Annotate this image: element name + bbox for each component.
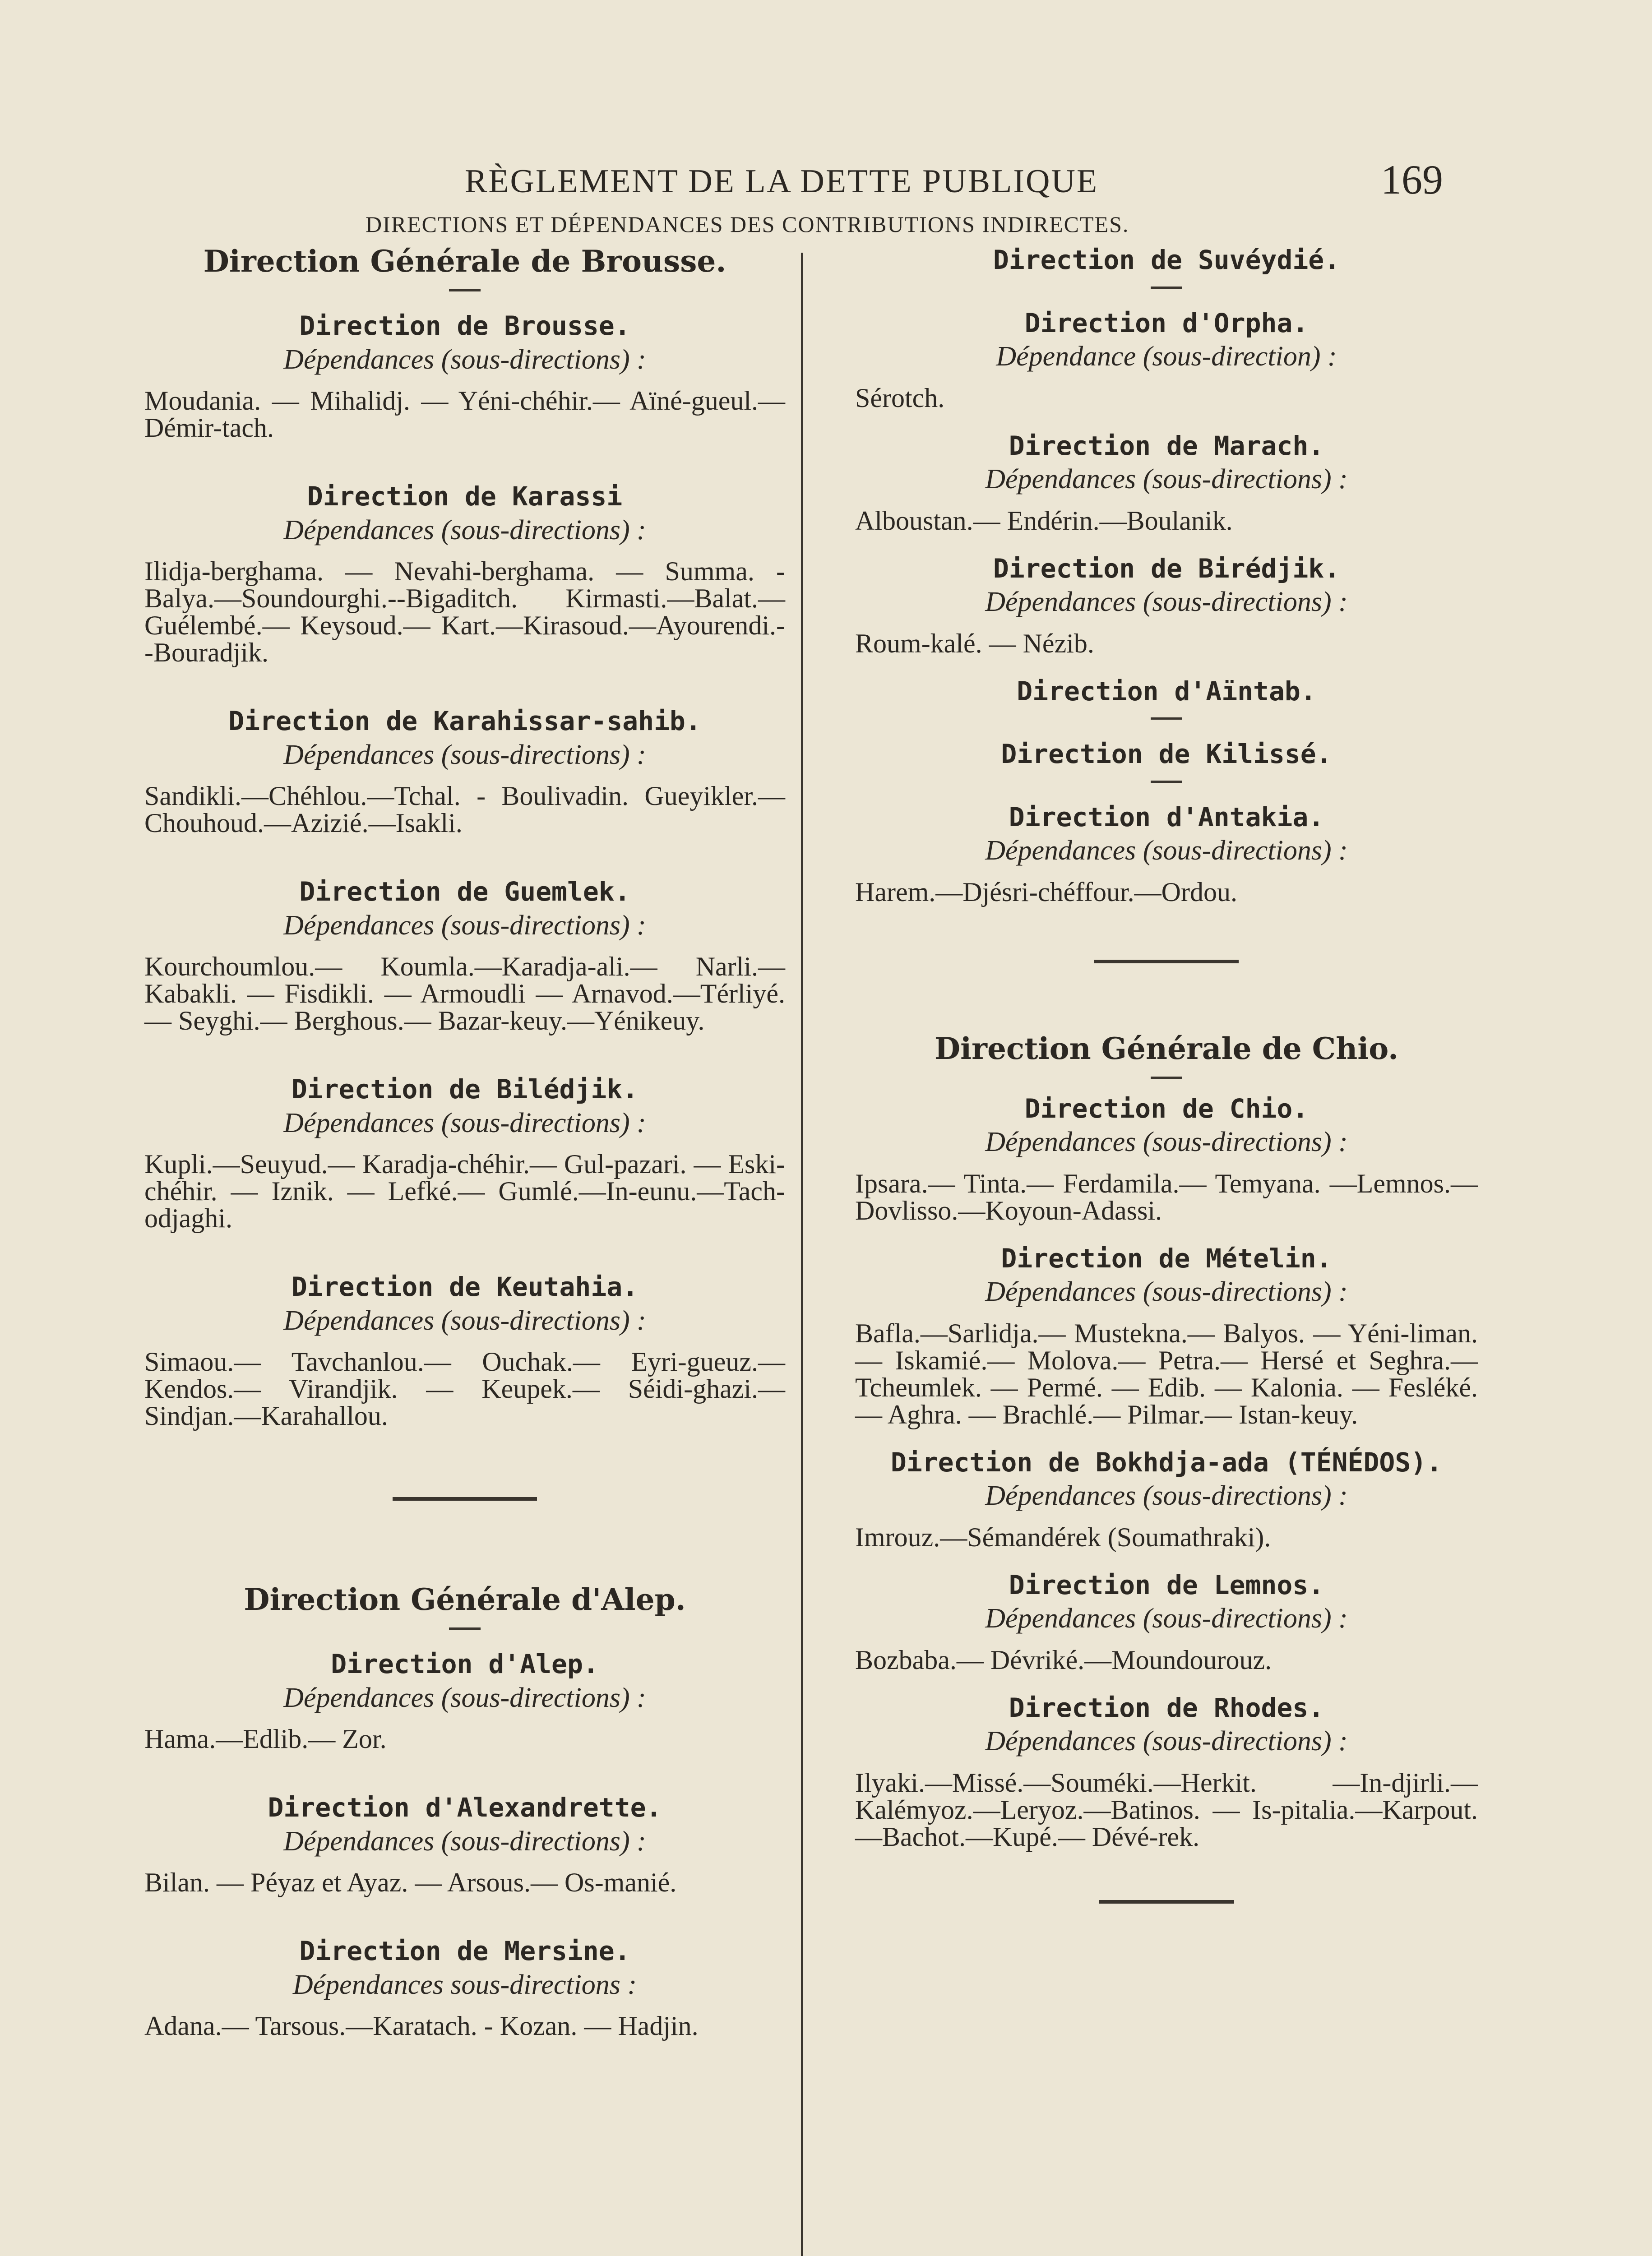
towns-list: Ilyaki.—Missé.—Souméki.—Herkit. —In-djirli.—Kalémyoz.—Leryoz.—Batinos. — Is-pitalia.—Karpout.—Bachot.—Kupé.— Dévé-rek. — [855, 1767, 1478, 1852]
towns-list: Ilidja-berghama. — Nevahi-berghama. — Summa. - Balya.—Soundourghi.--Bigaditch. Kirmasti.—Balat.—Guélembé.— Keysoud.— Kart.—Kirasoud.—Ayourendi.--Bouradjik. — [144, 556, 785, 668]
column-divider — [801, 253, 803, 2256]
dependances-label: Dépendances (sous-directions) : — [283, 910, 646, 941]
direction-rhodes: Direction de Rhodes. — [1009, 1692, 1324, 1723]
dependances-label: Dépendances (sous-directions) : — [985, 587, 1348, 617]
section-separator — [1094, 960, 1239, 963]
direction-aintab: Direction d'Aïntab. — [1017, 675, 1316, 707]
direction-chio: Direction de Chio. — [1024, 1093, 1309, 1124]
direction-orpha: Direction d'Orpha. — [1024, 307, 1309, 338]
dependances-label: Dépendances (sous-directions) : — [283, 739, 646, 770]
towns-list: Roum-kalé. — Nézib. — [855, 628, 1094, 658]
dash-separator — [449, 1627, 481, 1630]
towns-list: Kourchoumlou.— Koumla.—Karadja-ali.— Narli.— Kabakli. — Fisdikli. — Armoudli — Arnavod.—Térliyé.— Seyghi.— Berghous.— Bazar-keuy.—Yénikeuy. — [144, 952, 785, 1036]
direction-suveydie: Direction de Suvéydié. — [993, 245, 1340, 275]
dependances-label: Dépendances (sous-directions) : — [985, 835, 1348, 866]
section-title-brousse: Direction Générale de Brousse. — [203, 244, 727, 279]
dash-separator — [1151, 781, 1182, 783]
dependances-label: Dépendances (sous-directions) : — [985, 1480, 1348, 1512]
direction-kilisse: Direction de Kilissé. — [1001, 739, 1332, 769]
towns-list: Imrouz.—Sémandérek (Soumathraki). — [855, 1522, 1271, 1552]
direction-keutahia: Direction de Keutahia. — [291, 1271, 639, 1303]
dependances-label: Dépendances (sous-directions) : — [283, 1682, 646, 1713]
dependances-label: Dépendances (sous-directions) : — [985, 1726, 1348, 1757]
direction-karahissar: Direction de Karahissar-sahib. — [228, 706, 701, 737]
dash-separator — [449, 289, 481, 291]
dependances-label: Dépendances (sous-directions) : — [283, 1826, 646, 1857]
right-column — [855, 244, 1478, 1904]
towns-list: Bafla.—Sarlidja.— Mustekna.— Balyos. — Yéni-liman.— Iskamié.— Molova.— Petra.— Hersé et Seghra.—Tcheumlek. — Permé. — Edib. — Kalonia. — Fesléké.— Aghra. — Brachlé.— Pilmar.— Istan-keuy. — [855, 1318, 1478, 1429]
page-subtitle: DIRECTIONS ET DÉPENDANCES DES CONTRIBUTIONS INDIRECTES. — [366, 212, 1129, 237]
towns-list: Hama.—Edlib.— Zor. — [144, 1724, 387, 1754]
direction-alep: Direction d'Alep. — [331, 1649, 599, 1680]
left-column — [144, 244, 785, 2039]
direction-biredjik: Direction de Birédjik. — [993, 553, 1340, 584]
direction-mersine: Direction de Mersine. — [299, 1936, 630, 1967]
running-title: RÈGLEMENT DE LA DETTE PUBLIQUE — [465, 163, 1099, 200]
direction-karassi: Direction de Karassi — [307, 481, 623, 512]
towns-list: Adana.— Tarsous.—Karatach. - Kozan. — Hadjin. — [144, 2011, 699, 2041]
direction-lemnos: Direction de Lemnos. — [1009, 1569, 1324, 1600]
dash-separator — [1151, 287, 1182, 289]
dash-separator — [1151, 717, 1182, 720]
dependances-label: Dépendances (sous-directions) : — [985, 1276, 1348, 1308]
dependances-label: Dépendances sous-directions : — [292, 1969, 637, 2000]
dependances-label: Dépendances (sous-directions) : — [283, 344, 646, 375]
towns-list: Bilan. — Péyaz et Ayaz. — Arsous.— Os-manié. — [144, 1868, 677, 1898]
direction-biledjik: Direction de Bilédjik. — [291, 1074, 639, 1105]
dependances-label: Dépendances (sous-directions) : — [985, 1603, 1348, 1634]
towns-list: Kupli.—Seuyud.— Karadja-chéhir.— Gul-pazari. — Eski-chéhir. — Iznik. — Lefké.— Gumlé.—In-eunu.—Tach-odjaghi. — [144, 1149, 785, 1234]
dependances-label: Dépendances (sous-directions) : — [283, 1107, 646, 1138]
towns-list: Moudania. — Mihalidj. — Yéni-chéhir.— Aïné-gueul.—Démir-tach. — [144, 386, 785, 443]
towns-list: Harem.—Djésri-chéffour.—Ordou. — [855, 877, 1237, 907]
dependances-label: Dépendances (sous-directions) : — [283, 1305, 646, 1336]
direction-guemlek: Direction de Guemlek. — [299, 876, 630, 907]
towns-list: Sérotch. — [855, 383, 945, 413]
towns-list: Bozbaba.— Dévriké.—Moundourouz. — [855, 1645, 1272, 1675]
section-title-chio: Direction Générale de Chio. — [934, 1031, 1399, 1066]
dash-separator — [1151, 1077, 1182, 1079]
towns-list: Sandikli.—Chéhlou.—Tchal. - Boulivadin. Gueyikler.—Chouhoud.—Azizié.—Isakli. — [144, 781, 785, 838]
dependances-label: Dépendances (sous-directions) : — [985, 1127, 1348, 1158]
direction-marach: Direction de Marach. — [1009, 430, 1324, 461]
section-title-alep: Direction Générale d'Alep. — [244, 1582, 686, 1618]
section-separator — [393, 1497, 537, 1501]
dependances-label: Dépendances (sous-directions) : — [283, 514, 646, 546]
dependances-label: Dépendance (sous-direction) : — [996, 341, 1337, 372]
direction-metelin: Direction de Mételin. — [1001, 1243, 1332, 1274]
towns-list: Ipsara.— Tinta.— Ferdamila.— Temyana. —Lemnos.—Dovlisso.—Koyoun-Adassi. — [855, 1168, 1478, 1225]
towns-list: Simaou.— Tavchanlou.— Ouchak.— Eyri-gueuz.— Kendos.— Virandjik. — Keupek.— Séidi-ghazi.—Sindjan.—Karahallou. — [144, 1347, 785, 1431]
direction-antakia: Direction d'Antakia. — [1009, 801, 1324, 832]
page-number: 169 — [1381, 157, 1443, 203]
dependances-label: Dépendances (sous-directions) : — [985, 464, 1348, 495]
section-separator — [1099, 1900, 1234, 1904]
towns-list: Alboustan.— Endérin.—Boulanik. — [855, 505, 1233, 536]
direction-brousse: Direction de Brousse. — [299, 310, 630, 342]
direction-bokhdja-ada: Direction de Bokhdja-ada (TÉNÉDOS). — [890, 1447, 1443, 1478]
direction-alexandrette: Direction d'Alexandrette. — [268, 1792, 662, 1823]
